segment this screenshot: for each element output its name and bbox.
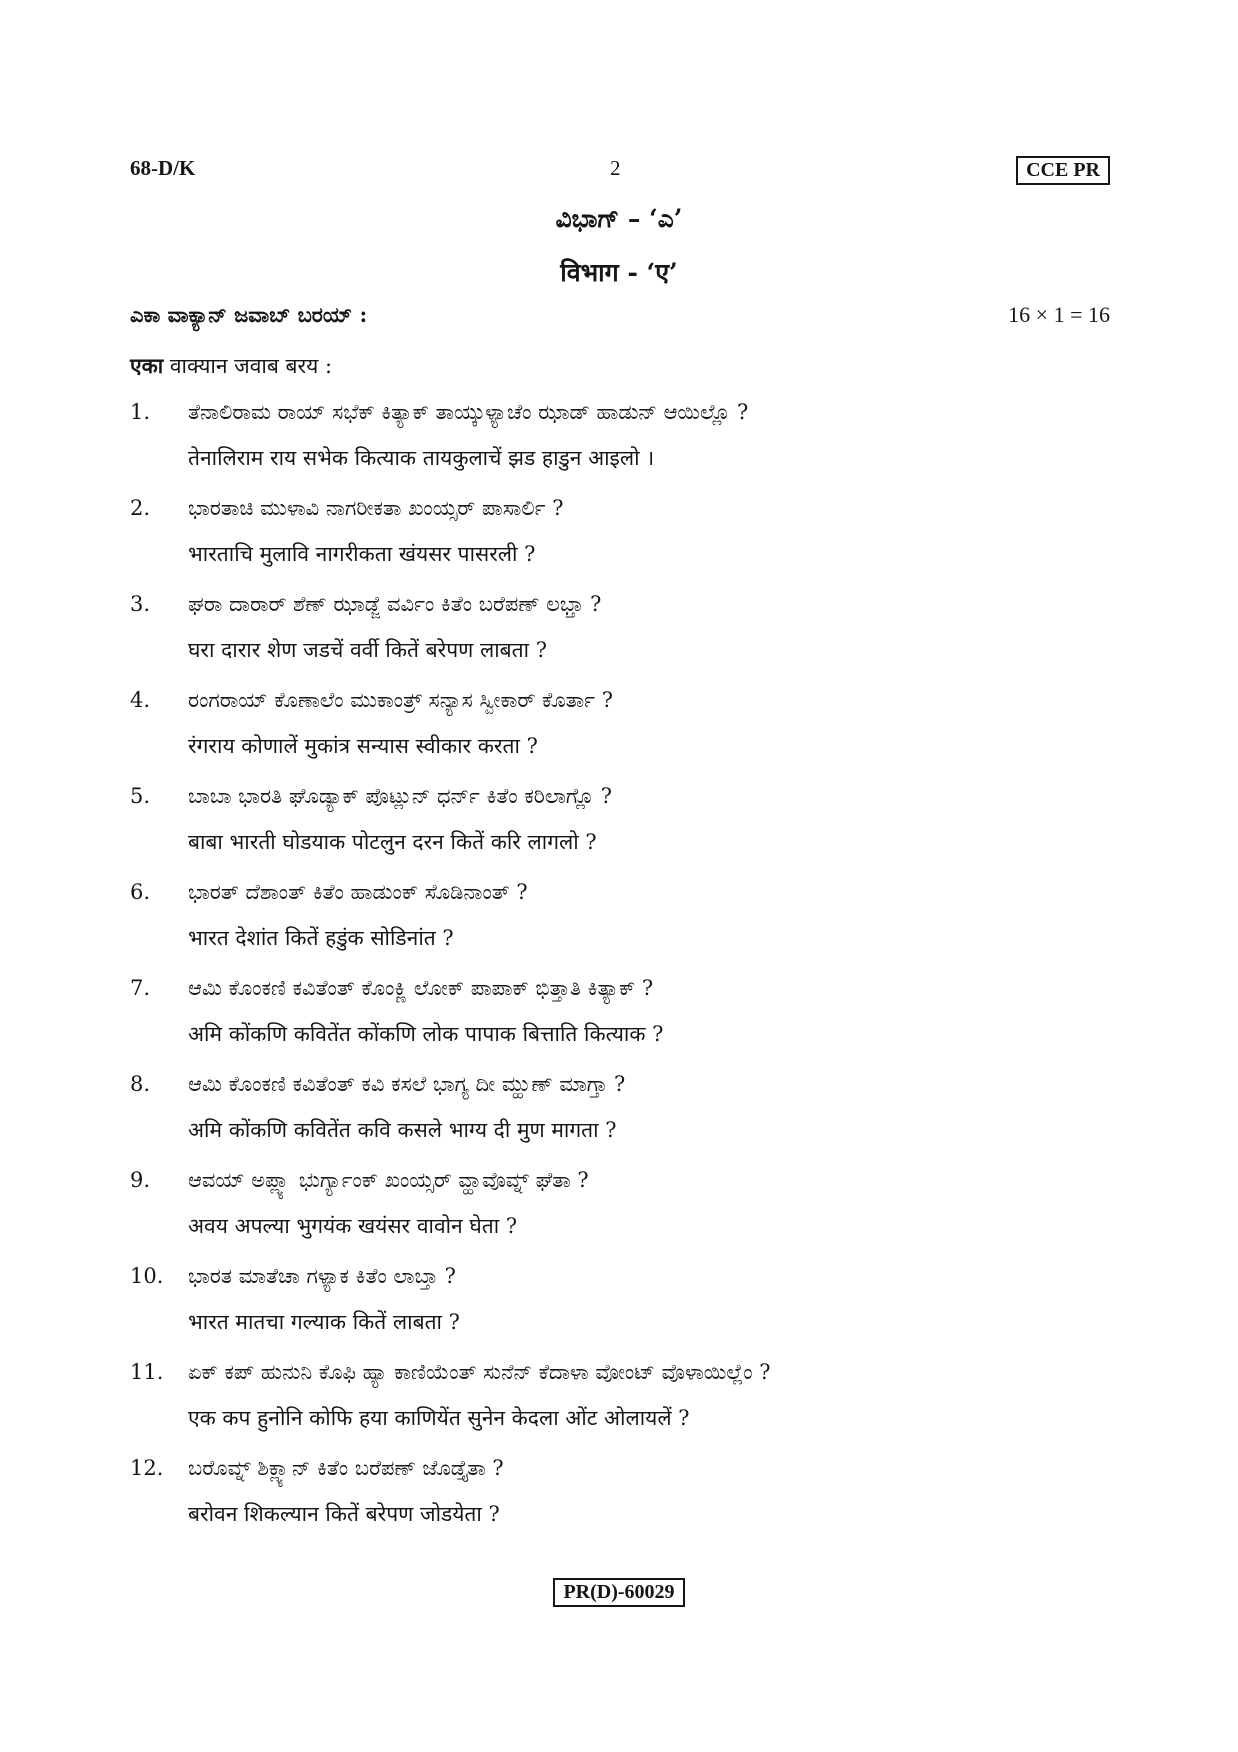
question-text-kannada: ರಂಗರಾಯ್ ಕೊಣಾಲೆಂ ಮುಕಾಂತ್ರ್ ಸನ್ಯಾಸ ಸ್ವೀಕಾರ್ ಕೊರ್ತಾ ? — [188, 688, 613, 712]
question-text-devanagari: अमि कोंकणि कवितेंत कोंकणि लोक पापाक बित्ताति कित्याक ? — [188, 1022, 664, 1046]
question-item — [130, 974, 1110, 1070]
instruction-devanagari-text: वाक्यान जवाब बरय : — [163, 354, 333, 378]
question-text-kannada: ಏಕ್ ಕಪ್ ಹುನುನಿ ಕೊಫಿ ಹ್ಯಾ ಕಾಣಿಯೆಂತ್ ಸುನೆನ್ ಕೆದಾಳಾ ವೋಂಟ್ ವೊಳಾಯಿಲ್ಲೆಂ ? — [188, 1360, 771, 1384]
page-footer — [0, 1578, 1238, 1607]
question-text-kannada: ಭಾರತಾಚಿ ಮುಳಾವಿ ನಾಗರೀಕತಾ ಖಂಯ್ಸರ್ ಪಾಸಾರ್ಲಿ ? — [188, 496, 564, 520]
question-number: 2. — [130, 496, 151, 520]
question-number: 3. — [130, 592, 151, 616]
page-number: 2 — [610, 156, 621, 180]
question-text-devanagari: भारत देशांत कितें हडुंक सोडिनांत ? — [188, 926, 454, 950]
question-number: 4. — [130, 688, 151, 712]
question-text-devanagari: एक कप हुनोनि कोफि हया काणियेंत सुनेन केदला ओंट ओलायलें ? — [188, 1406, 690, 1430]
question-item — [130, 782, 1110, 878]
question-text-devanagari: अमि कोंकणि कवितेंत कवि कसले भाग्य दी मुण मागता ? — [188, 1118, 617, 1142]
question-number: 6. — [130, 880, 151, 904]
marks-allocation: 16 × 1 = 16 — [1008, 302, 1110, 327]
question-item — [130, 1166, 1110, 1262]
question-item — [130, 398, 1110, 494]
question-text-kannada: ಆಮಿ ಕೊಂಕಣಿ ಕವಿತೆಂತ್ ಕವಿ ಕಸಲೆ ಭಾಗ್ಯ ದೀ ಮ್ಹುಣ್ ಮಾಗ್ತಾ ? — [188, 1072, 626, 1096]
question-number: 1. — [130, 400, 151, 424]
instruction-devanagari-bold: एका — [130, 353, 164, 378]
question-number: 11. — [130, 1360, 164, 1384]
question-number: 7. — [130, 976, 151, 1000]
question-item — [130, 686, 1110, 782]
question-text-devanagari: भारत मातचा गल्याक कितें लाबता ? — [188, 1310, 460, 1334]
cce-pr-badge: CCE PR — [1016, 156, 1110, 185]
question-number: 9. — [130, 1168, 151, 1192]
footer-code-box: PR(D)-60029 — [553, 1578, 684, 1607]
question-text-devanagari: भारताचि मुलावि नागरीकता खंयसर पासरली ? — [188, 542, 536, 566]
question-text-devanagari: बरोवन शिकल्यान कितें बरेपण जोडयेता ? — [188, 1502, 500, 1526]
question-number: 10. — [130, 1264, 164, 1288]
section-title-devanagari: विभाग - ‘ए’ — [560, 258, 678, 287]
question-number: 5. — [130, 784, 151, 808]
page-header — [130, 152, 1110, 192]
question-text-kannada: ತೆನಾಲಿರಾಮ ರಾಯ್ ಸಭೆಕ್ ಕಿತ್ಯಾಕ್ ತಾಯ್ಕುಳ್ಯಾಚೆಂ ಝಾಡ್ ಹಾಡುನ್ ಆಯಿಲ್ಲೊ ? — [188, 400, 749, 424]
question-item — [130, 590, 1110, 686]
instruction-kannada-text: ಎಕಾ ವಾಕ್ಯಾನ್ ಜವಾಬ್ ಬರಯ್ : — [130, 302, 368, 327]
question-text-kannada: ಆವಯ್ ಅಪ್ಲ್ಯಾ ಭುರ್ಗ್ಯಾಂಕ್ ಖಂಯ್ಸರ್ ವ್ಹಾವೊವ್ನ್ ಘೆತಾ ? — [188, 1168, 589, 1192]
question-list — [130, 398, 1110, 1550]
question-text-devanagari: तेनालिराम राय सभेक कित्याक तायकुलाचें झड हाडुन आइलो । — [188, 446, 655, 470]
paper-code: 68-D/K — [130, 156, 196, 180]
question-text-kannada: ಘರಾ ದಾರಾರ್ ಶೆಣ್ ಝಾಡ್ಜೆ ವರ್ವಿಂ ಕಿತೆಂ ಬರೆಪಣ್ ಲಭ್ತಾ ? — [188, 592, 602, 616]
question-item — [130, 1262, 1110, 1358]
question-text-devanagari: बाबा भारती घोडयाक पोटलुन दरन कितें करि लागलो ? — [188, 830, 597, 854]
question-item — [130, 1070, 1110, 1166]
instruction-devanagari — [130, 352, 1110, 380]
question-number: 12. — [130, 1456, 164, 1480]
section-title-kannada: ವಿಭಾಗ್ – ‘ಎ’ — [555, 204, 683, 233]
question-text-kannada: ಆಮಿ ಕೊಂಕಣಿ ಕವಿತೆಂತ್ ಕೊಂಕ್ಣಿ ಲೋಕ್ ಪಾಪಾಕ್ ಭಿತ್ತಾತಿ ಕಿತ್ಯಾಕ್ ? — [188, 976, 654, 1000]
question-text-devanagari: रंगराय कोणालें मुकांत्र सन्यास स्वीकार करता ? — [188, 734, 538, 758]
question-item — [130, 494, 1110, 590]
question-item — [130, 1358, 1110, 1454]
instruction-kannada — [130, 302, 1110, 328]
question-text-kannada: ಭಾರತ್ ದೆಶಾಂತ್ ಕಿತೆಂ ಹಾಡುಂಕ್ ಸೊಡಿನಾಂತ್ ? — [188, 880, 528, 904]
question-text-kannada: ಬಾಬಾ ಭಾರತಿ ಘೊಡ್ಯಾಕ್ ಪೊಟ್ಲುನ್ ಧರ್ನ್ ಕಿತೆಂ ಕರಿಲಾಗ್ಲೊ ? — [188, 784, 612, 808]
question-text-devanagari: घरा दारार शेण जडचें वर्वी कितें बरेपण लाबता ? — [188, 638, 548, 662]
question-text-kannada: ಬರೊವ್ನ್ ಶಿಕ್ಲ್ಯಾನ್ ಕಿತೆಂ ಬರೆಪಣ್ ಜೊಡ್ತೈತಾ ? — [188, 1456, 504, 1480]
question-text-devanagari: अवय अपल्या भुगयंक खयंसर वावोन घेता ? — [188, 1214, 518, 1238]
question-number: 8. — [130, 1072, 151, 1096]
question-item — [130, 1454, 1110, 1550]
question-text-kannada: ಭಾರತ ಮಾತೆಚಾ ಗಳ್ಯಾಕ ಕಿತೆಂ ಲಾಬ್ತಾ ? — [188, 1264, 456, 1288]
question-item — [130, 878, 1110, 974]
